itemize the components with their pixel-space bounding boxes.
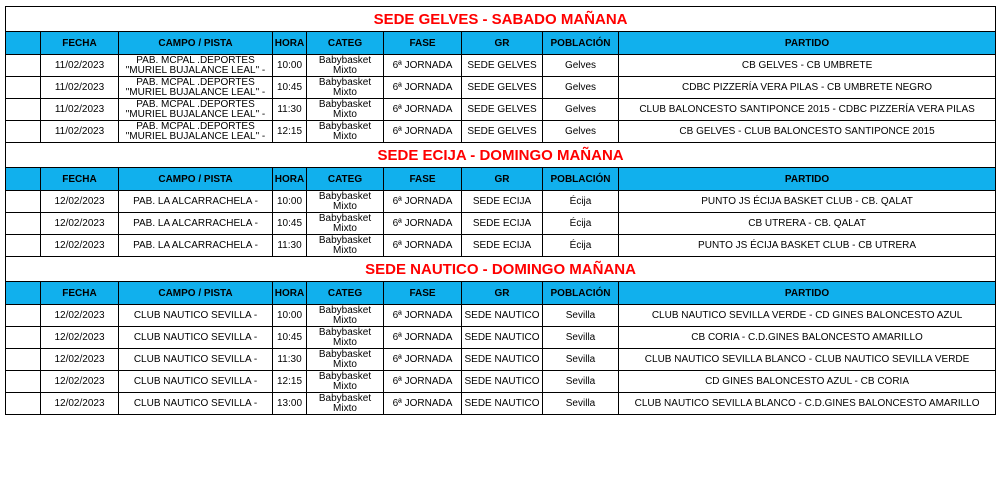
header-partido: PARTIDO (619, 32, 996, 55)
match-cell: CLUB NAUTICO SEVILLA VERDE - CD GINES BALONCESTO AZUL (619, 305, 996, 327)
time-cell: 10:00 (273, 55, 307, 77)
row-blank-cell (6, 121, 41, 143)
time-cell: 11:30 (273, 99, 307, 121)
header-gr: GR (462, 32, 543, 55)
category-cell: Babybasket Mixto (307, 121, 384, 143)
venue-cell: PAB. MCPAL .DEPORTES "MURIEL BUJALANCE LEAL" - (119, 99, 273, 121)
header-fecha: FECHA (41, 32, 119, 55)
header-hora: HORA (273, 282, 307, 305)
row-blank-cell (6, 55, 41, 77)
category-cell: Babybasket Mixto (307, 77, 384, 99)
header-gr: GR (462, 282, 543, 305)
town-cell: Sevilla (543, 305, 619, 327)
town-cell: Sevilla (543, 327, 619, 349)
venue-cell: CLUB NAUTICO SEVILLA - (119, 371, 273, 393)
header-hora: HORA (273, 32, 307, 55)
match-cell: CB GELVES - CB UMBRETE (619, 55, 996, 77)
venue-cell: PAB. LA ALCARRACHELA - (119, 191, 273, 213)
time-cell: 10:00 (273, 305, 307, 327)
phase-cell: 6ª JORNADA (384, 77, 462, 99)
header-partido: PARTIDO (619, 282, 996, 305)
category-cell: Babybasket Mixto (307, 213, 384, 235)
match-cell: CLUB NAUTICO SEVILLA BLANCO - CLUB NAUTICO SEVILLA VERDE (619, 349, 996, 371)
group-cell: SEDE NAUTICO (462, 371, 543, 393)
phase-cell: 6ª JORNADA (384, 55, 462, 77)
venue-cell: PAB. MCPAL .DEPORTES "MURIEL BUJALANCE LEAL" - (119, 55, 273, 77)
header-hora: HORA (273, 168, 307, 191)
section-title: SEDE GELVES - SABADO MAÑANA (6, 7, 996, 32)
match-cell: CLUB NAUTICO SEVILLA BLANCO - C.D.GINES BALONCESTO AMARILLO (619, 393, 996, 415)
category-cell: Babybasket Mixto (307, 305, 384, 327)
row-blank-cell (6, 327, 41, 349)
town-cell: Sevilla (543, 349, 619, 371)
group-cell: SEDE GELVES (462, 121, 543, 143)
town-cell: Gelves (543, 77, 619, 99)
row-blank-cell (6, 393, 41, 415)
header-campo: CAMPO / PISTA (119, 168, 273, 191)
town-cell: Écija (543, 213, 619, 235)
category-cell: Babybasket Mixto (307, 349, 384, 371)
table-row (6, 55, 996, 77)
column-header-row (6, 168, 996, 191)
group-cell: SEDE NAUTICO (462, 305, 543, 327)
header-poblacion: POBLACIÓN (543, 168, 619, 191)
match-cell: CB UTRERA - CB. QALAT (619, 213, 996, 235)
time-cell: 10:45 (273, 77, 307, 99)
date-cell: 12/02/2023 (41, 235, 119, 257)
time-cell: 11:30 (273, 349, 307, 371)
date-cell: 11/02/2023 (41, 99, 119, 121)
group-cell: SEDE NAUTICO (462, 393, 543, 415)
venue-cell: PAB. MCPAL .DEPORTES "MURIEL BUJALANCE LEAL" - (119, 77, 273, 99)
table-row (6, 349, 996, 371)
section-title: SEDE NAUTICO - DOMINGO MAÑANA (6, 257, 996, 282)
phase-cell: 6ª JORNADA (384, 121, 462, 143)
venue-cell: CLUB NAUTICO SEVILLA - (119, 327, 273, 349)
group-cell: SEDE ECIJA (462, 235, 543, 257)
phase-cell: 6ª JORNADA (384, 235, 462, 257)
venue-cell: CLUB NAUTICO SEVILLA - (119, 393, 273, 415)
group-cell: SEDE GELVES (462, 77, 543, 99)
match-cell: PUNTO JS ÉCIJA BASKET CLUB - CB UTRERA (619, 235, 996, 257)
header-poblacion: POBLACIÓN (543, 32, 619, 55)
section-title: SEDE ECIJA - DOMINGO MAÑANA (6, 143, 996, 168)
table-row (6, 327, 996, 349)
date-cell: 12/02/2023 (41, 393, 119, 415)
phase-cell: 6ª JORNADA (384, 213, 462, 235)
category-cell: Babybasket Mixto (307, 327, 384, 349)
phase-cell: 6ª JORNADA (384, 99, 462, 121)
schedule-sheet (5, 6, 995, 415)
time-cell: 12:15 (273, 371, 307, 393)
venue-cell: PAB. LA ALCARRACHELA - (119, 235, 273, 257)
group-cell: SEDE GELVES (462, 99, 543, 121)
town-cell: Écija (543, 235, 619, 257)
table-row (6, 371, 996, 393)
town-cell: Gelves (543, 55, 619, 77)
time-cell: 11:30 (273, 235, 307, 257)
date-cell: 12/02/2023 (41, 349, 119, 371)
table-row (6, 191, 996, 213)
group-cell: SEDE GELVES (462, 55, 543, 77)
table-row (6, 213, 996, 235)
date-cell: 12/02/2023 (41, 213, 119, 235)
row-blank-cell (6, 77, 41, 99)
row-blank-cell (6, 349, 41, 371)
header-fecha: FECHA (41, 168, 119, 191)
date-cell: 12/02/2023 (41, 371, 119, 393)
group-cell: SEDE ECIJA (462, 213, 543, 235)
category-cell: Babybasket Mixto (307, 191, 384, 213)
date-cell: 12/02/2023 (41, 327, 119, 349)
header-partido: PARTIDO (619, 168, 996, 191)
row-blank-cell (6, 213, 41, 235)
venue-cell: CLUB NAUTICO SEVILLA - (119, 349, 273, 371)
header-blank-cell (6, 32, 41, 55)
town-cell: Écija (543, 191, 619, 213)
table-row (6, 121, 996, 143)
phase-cell: 6ª JORNADA (384, 393, 462, 415)
time-cell: 13:00 (273, 393, 307, 415)
group-cell: SEDE NAUTICO (462, 349, 543, 371)
venue-cell: PAB. MCPAL .DEPORTES "MURIEL BUJALANCE LEAL" - (119, 121, 273, 143)
date-cell: 12/02/2023 (41, 191, 119, 213)
header-categ: CATEG (307, 282, 384, 305)
header-campo: CAMPO / PISTA (119, 32, 273, 55)
category-cell: Babybasket Mixto (307, 235, 384, 257)
schedule-body (6, 7, 996, 415)
category-cell: Babybasket Mixto (307, 99, 384, 121)
venue-cell: CLUB NAUTICO SEVILLA - (119, 305, 273, 327)
phase-cell: 6ª JORNADA (384, 191, 462, 213)
table-row (6, 305, 996, 327)
match-cell: PUNTO JS ÉCIJA BASKET CLUB - CB. QALAT (619, 191, 996, 213)
time-cell: 10:45 (273, 327, 307, 349)
phase-cell: 6ª JORNADA (384, 371, 462, 393)
date-cell: 12/02/2023 (41, 305, 119, 327)
town-cell: Sevilla (543, 371, 619, 393)
phase-cell: 6ª JORNADA (384, 349, 462, 371)
header-categ: CATEG (307, 168, 384, 191)
row-blank-cell (6, 191, 41, 213)
row-blank-cell (6, 371, 41, 393)
venue-cell: PAB. LA ALCARRACHELA - (119, 213, 273, 235)
column-header-row (6, 32, 996, 55)
table-row (6, 393, 996, 415)
group-cell: SEDE ECIJA (462, 191, 543, 213)
schedule-table (5, 6, 996, 415)
phase-cell: 6ª JORNADA (384, 327, 462, 349)
match-cell: CD GINES BALONCESTO AZUL - CB CORIA (619, 371, 996, 393)
header-blank-cell (6, 282, 41, 305)
table-row (6, 99, 996, 121)
header-categ: CATEG (307, 32, 384, 55)
header-blank-cell (6, 168, 41, 191)
header-fase: FASE (384, 32, 462, 55)
date-cell: 11/02/2023 (41, 77, 119, 99)
match-cell: CB GELVES - CLUB BALONCESTO SANTIPONCE 2015 (619, 121, 996, 143)
match-cell: CB CORIA - C.D.GINES BALONCESTO AMARILLO (619, 327, 996, 349)
group-cell: SEDE NAUTICO (462, 327, 543, 349)
match-cell: CLUB BALONCESTO SANTIPONCE 2015 - CDBC PIZZERÍA VERA PILAS (619, 99, 996, 121)
header-gr: GR (462, 168, 543, 191)
table-row (6, 77, 996, 99)
row-blank-cell (6, 305, 41, 327)
category-cell: Babybasket Mixto (307, 55, 384, 77)
section-title-row (6, 257, 996, 282)
town-cell: Gelves (543, 99, 619, 121)
row-blank-cell (6, 99, 41, 121)
header-poblacion: POBLACIÓN (543, 282, 619, 305)
time-cell: 10:00 (273, 191, 307, 213)
header-campo: CAMPO / PISTA (119, 282, 273, 305)
row-blank-cell (6, 235, 41, 257)
column-header-row (6, 282, 996, 305)
match-cell: CDBC PIZZERÍA VERA PILAS - CB UMBRETE NEGRO (619, 77, 996, 99)
phase-cell: 6ª JORNADA (384, 305, 462, 327)
time-cell: 10:45 (273, 213, 307, 235)
date-cell: 11/02/2023 (41, 121, 119, 143)
section-title-row (6, 143, 996, 168)
date-cell: 11/02/2023 (41, 55, 119, 77)
header-fase: FASE (384, 282, 462, 305)
category-cell: Babybasket Mixto (307, 371, 384, 393)
table-row (6, 235, 996, 257)
category-cell: Babybasket Mixto (307, 393, 384, 415)
time-cell: 12:15 (273, 121, 307, 143)
section-title-row (6, 7, 996, 32)
header-fecha: FECHA (41, 282, 119, 305)
town-cell: Sevilla (543, 393, 619, 415)
header-fase: FASE (384, 168, 462, 191)
town-cell: Gelves (543, 121, 619, 143)
